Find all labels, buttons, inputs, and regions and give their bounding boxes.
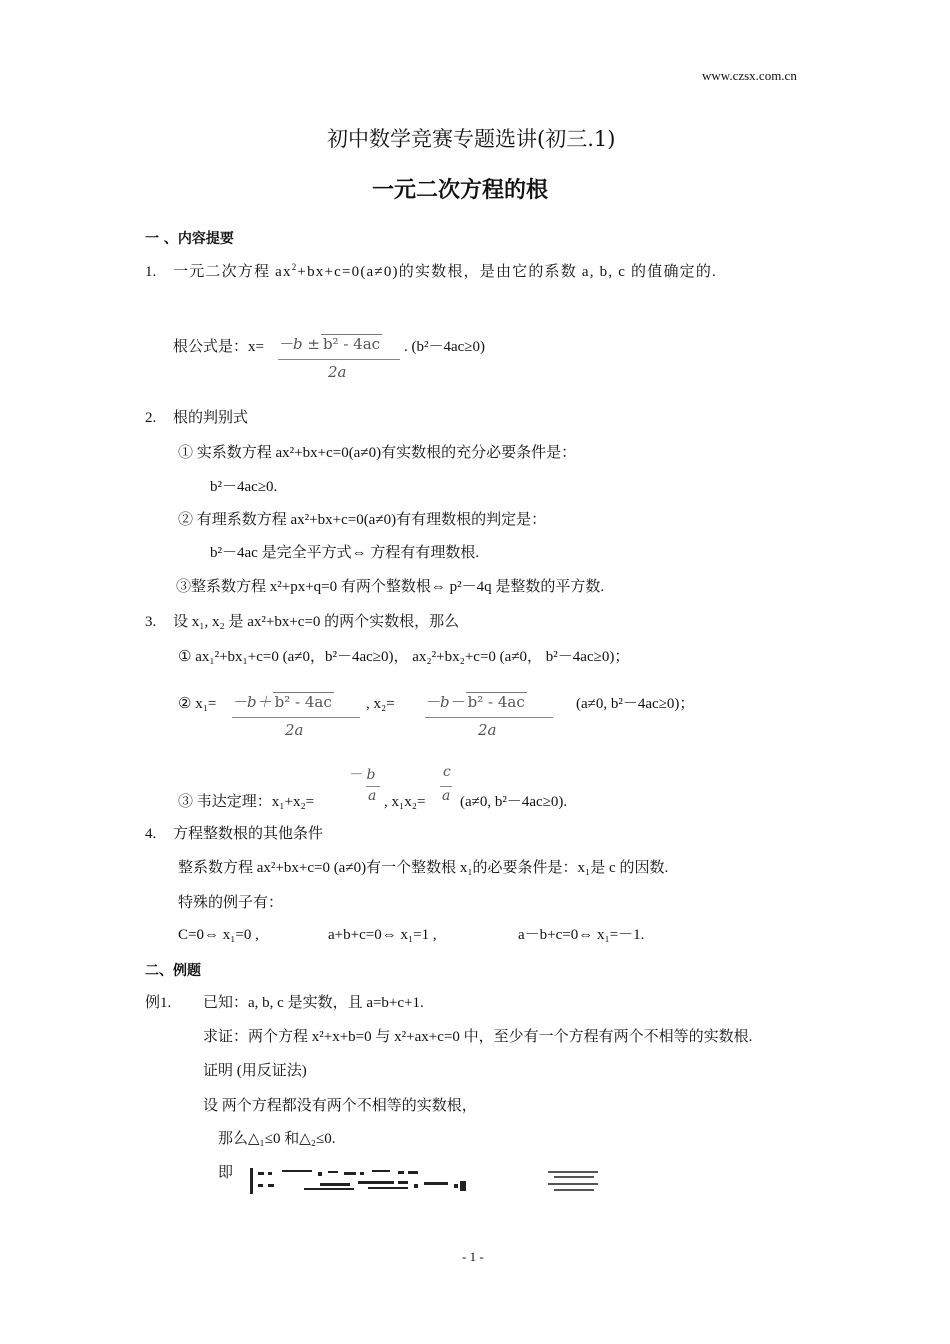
item-2-3: ③整系数方程 x²+px+q=0 有两个整数根⇔ p²－4q 是整数的平方数. — [176, 579, 605, 595]
page-subtitle: 初中数学竞赛专题选讲(初三.1) — [327, 127, 616, 151]
item-1-text: 一元二次方程 $ax^2+bx+c=0(a\ne 0)$的实数根，是由它的系数 a, b, c 的值确定的. — [173, 262, 718, 280]
item-3-3-mid: , x₁x₂= — [384, 794, 426, 810]
section-heading-summary: 一 、内容提要 — [145, 231, 234, 247]
root-formula-condition: . (b²－4ac≥0) — [404, 339, 486, 355]
page-number: - 1 - — [462, 1249, 484, 1264]
item-2-1-cond: b²－4ac≥0. — [210, 479, 278, 495]
example-proof-method: 证明 (用反证法) — [203, 1063, 307, 1079]
item-number: 4. — [145, 826, 157, 842]
fraction-numerator: －b－ b² - 4ac — [425, 693, 525, 711]
item-4-2: 特殊的例子有： — [178, 895, 284, 911]
item-3-title: 设 x₁, x₂ 是 ax²+bx+c=0 的两个实数根，那么 — [173, 614, 460, 630]
vieta-product-fraction: c a — [442, 764, 451, 804]
root-formula-label: 根公式是：x= — [173, 339, 264, 355]
item-4-3c: a－b+c=0⇔ x₁=－1. — [518, 927, 645, 943]
fraction-numerator: －b＋ b² - 4ac — [232, 693, 332, 711]
fraction-numerator: －b ± b² - 4ac — [278, 335, 381, 353]
item-2-1: ① 实系数方程 ax²+bx+c=0(a≠0)有实数根的充分必要条件是： — [178, 445, 577, 461]
item-3-2-label: ② x₁= — [178, 696, 217, 712]
example-given: 已知：a, b, c 是实数，且 a=b+c+1. — [203, 995, 424, 1011]
x2-fraction: －b－ b² - 4ac 2a — [425, 691, 555, 743]
example-assume: 设 两个方程都没有两个不相等的实数根， — [203, 1098, 477, 1114]
example-ji: 即 — [218, 1165, 234, 1181]
section-heading-examples: 二、例题 — [145, 963, 201, 979]
x1-fraction: －b＋ b² - 4ac 2a — [232, 691, 362, 743]
item-3-2-mid: , x₂= — [366, 696, 395, 712]
item-2-title: 根的判别式 — [173, 410, 249, 426]
item-4-title: 方程整数根的其他条件 — [173, 826, 324, 842]
item-2-2: ② 有理系数方程 ax²+bx+c=0(a≠0)有有理数根的判定是： — [178, 512, 547, 528]
garbled-formula-image — [248, 1166, 608, 1196]
item-number: 2. — [145, 410, 157, 426]
page-title: 一元二次方程的根 — [372, 178, 549, 203]
item-3-2-cond: (a≠0, b²－4ac≥0)； — [576, 696, 695, 712]
item-4-1: 整系数方程 ax²+bx+c=0 (a≠0)有一个整数根 x₁的必要条件是：x₁是 c 的因数. — [178, 860, 669, 876]
site-url: www.czsx.com.cn — [702, 68, 797, 83]
item-4-3a: C=0⇔ x₁=0 , — [178, 927, 259, 943]
vieta-sum-fraction: － b a — [348, 764, 384, 808]
item-3-3-label: ③ 韦达定理：x₁+x₂= — [178, 794, 315, 810]
item-3-3-cond: (a≠0, b²－4ac≥0). — [460, 794, 568, 810]
root-formula-fraction: －b ± b² - 4ac 2a — [278, 333, 403, 385]
item-3-1: ① ax₁²+bx₁+c=0 (a≠0，b²－4ac≥0)， ax₂²+bx₂+c=0 (a≠0， b²－4ac≥0)； — [178, 649, 630, 665]
item-number: 1. — [145, 264, 157, 280]
example-then: 那么△₁≤0 和△₂≤0. — [218, 1131, 336, 1147]
item-number: 3. — [145, 614, 157, 630]
example-prove: 求证：两个方程 x²+x+b=0 与 x²+ax+c=0 中，至少有一个方程有两个不相等的实数根. — [203, 1029, 753, 1045]
item-4-3b: a+b+c=0⇔ x₁=1 , — [328, 927, 437, 943]
example-label: 例1. — [145, 995, 172, 1011]
item-2-2-cond: b²－4ac 是完全平方式⇔ 方程有有理数根. — [210, 545, 480, 561]
